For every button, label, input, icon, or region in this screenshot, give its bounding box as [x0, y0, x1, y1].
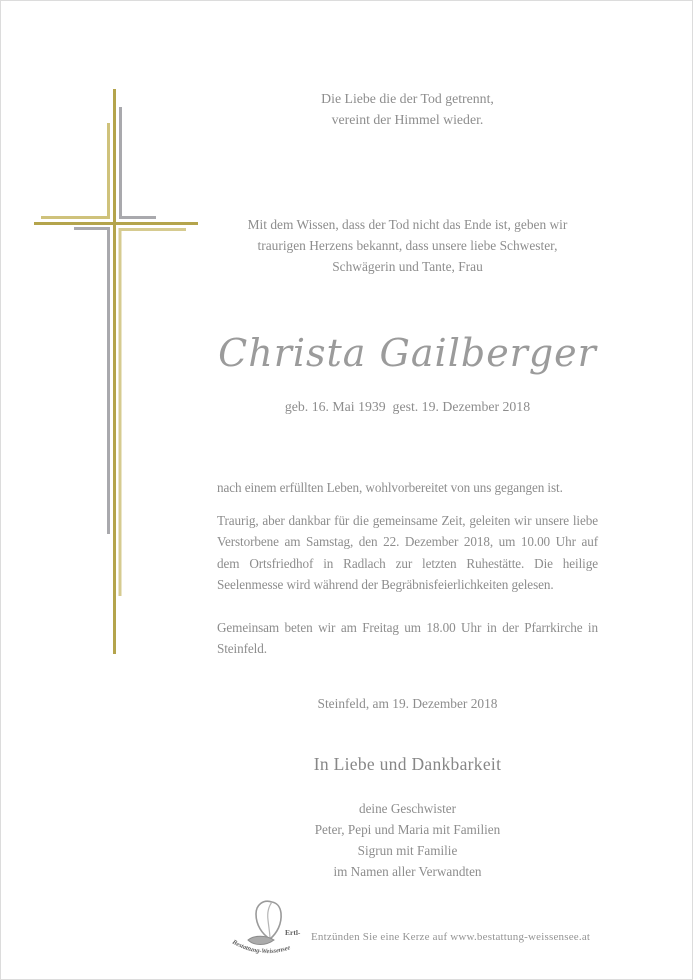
birth-death-dates: geb. 16. Mai 1939 gest. 19. Dezember 2018: [284, 399, 531, 414]
opening-verse: [217, 88, 598, 130]
place-date-line: Steinfeld, am 19. Dezember 2018: [317, 696, 498, 711]
funeral-home-logo: [230, 898, 310, 960]
intro-line: Schwägerin und Tante, Frau: [332, 258, 483, 274]
closing-line: In Liebe und Dankbarkeit: [313, 754, 502, 774]
mourner-line: deine Geschwister: [358, 801, 457, 816]
paragraph-prayer: Gemeinsam beten wir am Freitag um 18.00 Uhr in der Pfarrkirche in Steinfeld.: [217, 620, 598, 657]
mourner-line: Sigrun mit Familie: [357, 843, 458, 858]
logo-title: Ertl-: [285, 928, 301, 937]
paragraph-funeral: Traurig, aber dankbar für die gemeinsame Zeit, geleiten wir unsere liebe Verstorbene am Samstag, den 22. Dezember 2018, um 10.00 Uhr auf dem Ortsfriedhof in Radlach zur letzten Ruhestätte. Die heilige Seelenmesse wird während der Begräbnisfeierlichkeiten gelesen.: [217, 513, 598, 593]
paragraph-life: nach einem erfüllten Leben, wohlvorbereitet von uns gegangen ist.: [217, 480, 563, 495]
mourner-line: Peter, Pepi und Maria mit Familien: [314, 822, 501, 837]
verse-line: vereint der Himmel wieder.: [331, 112, 484, 127]
mourners-list: [217, 798, 598, 882]
intro-line: traurigen Herzens bekannt, dass unsere liebe Schwester,: [257, 237, 558, 253]
verse-line: Die Liebe die der Tod getrennt,: [321, 91, 494, 106]
mourner-line: im Namen aller Verwandten: [333, 864, 482, 879]
logo-subtitle: Bestattung-Weissensee: [231, 938, 292, 956]
cross-icon: [1, 1, 221, 701]
intro-line: Mit dem Wissen, dass der Tod nicht das Ende ist, geben wir: [247, 217, 568, 232]
announcement-intro: [217, 215, 598, 277]
deceased-name: Christa Gailberger: [218, 331, 597, 375]
candle-invitation-text: Entzünden Sie eine Kerze auf www.bestattung-weissensee.at: [311, 931, 591, 943]
